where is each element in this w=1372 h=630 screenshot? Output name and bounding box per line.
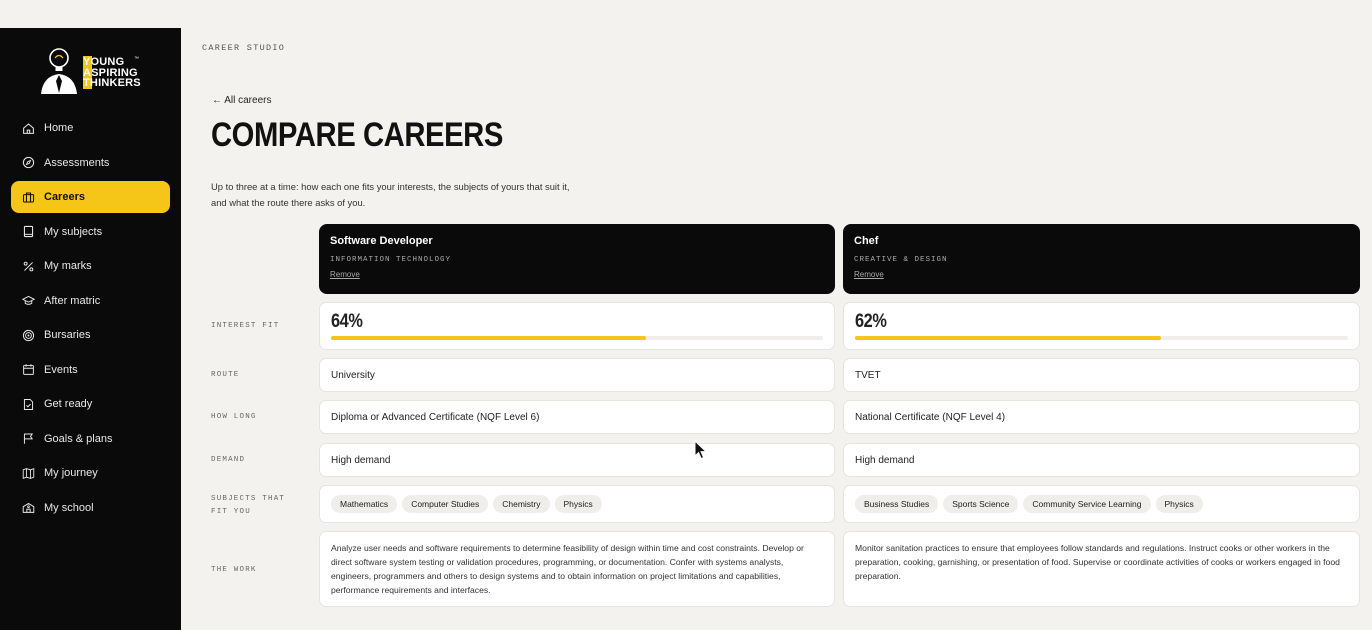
sidebar-nav (11, 112, 170, 526)
subject-chip: Physics (1156, 495, 1203, 513)
row-label-how-long: HOW LONG (211, 413, 257, 421)
subject-chip: Business Studies (855, 495, 938, 513)
back-to-careers-link[interactable]: ← All careers (212, 95, 272, 106)
subject-chip: Sports Science (943, 495, 1018, 513)
interest-fit-value: 62% (855, 311, 887, 332)
school-icon (22, 501, 35, 514)
route-cell: TVET (843, 358, 1360, 392)
demand-cell: High demand (843, 443, 1360, 477)
interest-fit-cell (319, 302, 835, 350)
work-description-cell: Analyze user needs and software requirements to determine feasibility of design within time and cost constraints. Develop or direct software system testing or validation procedures, programming, or documentation. Confer with systems analysts, engineers, programmers and others to design systems and to obtain information on project limitations and capabilities, performance requirements and interfaces. (319, 531, 835, 607)
career-card-header (843, 224, 1360, 294)
subject-chip: Community Service Learning (1023, 495, 1150, 513)
sidebar-item-label: Careers (44, 191, 85, 203)
row-label-subjects: SUBJECTS THAT FIT YOU (211, 495, 286, 516)
subject-chip: Physics (555, 495, 602, 513)
sidebar-item-my-marks[interactable] (11, 250, 170, 282)
subjects-cell (319, 485, 835, 523)
row-label-route: ROUTE (211, 371, 240, 379)
interest-fit-bar-fill (331, 336, 646, 340)
sidebar-item-home[interactable] (11, 112, 170, 144)
logo-text: YOUNG ASPIRING THINKERS (83, 56, 141, 89)
book-icon (22, 225, 35, 238)
compass-icon (22, 156, 35, 169)
sidebar-item-label: Bursaries (44, 329, 91, 341)
subject-chip: Computer Studies (402, 495, 488, 513)
sidebar-item-assessments[interactable] (11, 147, 170, 179)
subject-chips (331, 495, 602, 513)
page-intro: Up to three at a time: how each one fits your interests, the subjects of yours that suit it, and what the route there asks of you. (211, 181, 570, 208)
sidebar-item-label: After matric (44, 294, 101, 307)
graduation-cap-icon (22, 294, 35, 307)
row-label-demand: DEMAND (211, 456, 246, 464)
row-label-interest-fit: INTEREST FIT (211, 322, 280, 330)
interest-fit-bar (855, 336, 1348, 340)
how-long-cell: Diploma or Advanced Certificate (NQF Level 6) (319, 400, 835, 434)
sidebar (0, 28, 181, 630)
interest-fit-value: 64% (331, 311, 363, 332)
sidebar-item-get-ready[interactable] (11, 388, 170, 420)
main-content (181, 28, 1372, 630)
sidebar-item-label: Assessments (44, 156, 110, 169)
work-description-cell: Monitor sanitation practices to ensure that employees follow standards and regulations. Instruct cooks or other workers in the preparation, cooking, garnishing, or presentation of food. Supervise or coordinate activities of cooks or workers engaged in food preparation. (843, 531, 1360, 607)
flag-icon (22, 432, 35, 445)
sidebar-item-label: My journey (44, 467, 98, 479)
sidebar-item-label: My subjects (44, 225, 103, 238)
target-icon (22, 329, 35, 342)
subjects-cell (843, 485, 1360, 523)
calendar-icon (22, 363, 35, 376)
window-top-strip (0, 0, 1372, 28)
career-name: Software Developer (330, 235, 433, 247)
interest-fit-bar-fill (855, 336, 1161, 340)
remove-career-button[interactable]: Remove (330, 270, 360, 279)
mouse-cursor-icon (694, 440, 708, 460)
career-category: CREATIVE & DESIGN (854, 256, 948, 264)
demand-cell: High demand (319, 443, 835, 477)
sidebar-item-label: My school (44, 501, 94, 514)
sidebar-item-careers[interactable] (11, 181, 170, 213)
document-check-icon (22, 398, 35, 411)
interest-fit-bar (331, 336, 823, 340)
sidebar-item-label: Goals & plans (44, 432, 113, 445)
sidebar-item-my-journey[interactable] (11, 457, 170, 489)
percent-icon (22, 260, 35, 273)
briefcase-icon (22, 191, 35, 204)
lightbulb-person-icon (38, 46, 78, 98)
subject-chip: Chemistry (493, 495, 549, 513)
home-icon (22, 122, 35, 135)
trademark: ™ (134, 56, 139, 62)
subject-chip: Mathematics (331, 495, 397, 513)
row-label-work: THE WORK (211, 566, 257, 574)
brand-logo[interactable] (38, 46, 148, 98)
section-eyebrow: CAREER STUDIO (202, 43, 286, 53)
sidebar-item-goals-plans[interactable] (11, 423, 170, 455)
subject-chips (855, 495, 1203, 513)
sidebar-item-after-matric[interactable] (11, 285, 170, 317)
sidebar-item-label: Home (44, 122, 74, 134)
sidebar-item-label: Get ready (44, 398, 93, 410)
career-card-header (319, 224, 835, 294)
interest-fit-cell (843, 302, 1360, 350)
career-category: INFORMATION TECHNOLOGY (330, 256, 452, 264)
how-long-cell: National Certificate (NQF Level 4) (843, 400, 1360, 434)
sidebar-item-my-school[interactable] (11, 492, 170, 524)
sidebar-item-events[interactable] (11, 354, 170, 386)
sidebar-item-bursaries[interactable] (11, 319, 170, 351)
sidebar-item-label: My marks (44, 260, 92, 272)
sidebar-item-my-subjects[interactable] (11, 216, 170, 248)
career-name: Chef (854, 235, 879, 247)
sidebar-item-label: Events (44, 363, 78, 376)
page-title: COMPARE CAREERS (211, 116, 503, 154)
route-cell: University (319, 358, 835, 392)
remove-career-button[interactable]: Remove (854, 270, 884, 279)
map-icon (22, 467, 35, 480)
